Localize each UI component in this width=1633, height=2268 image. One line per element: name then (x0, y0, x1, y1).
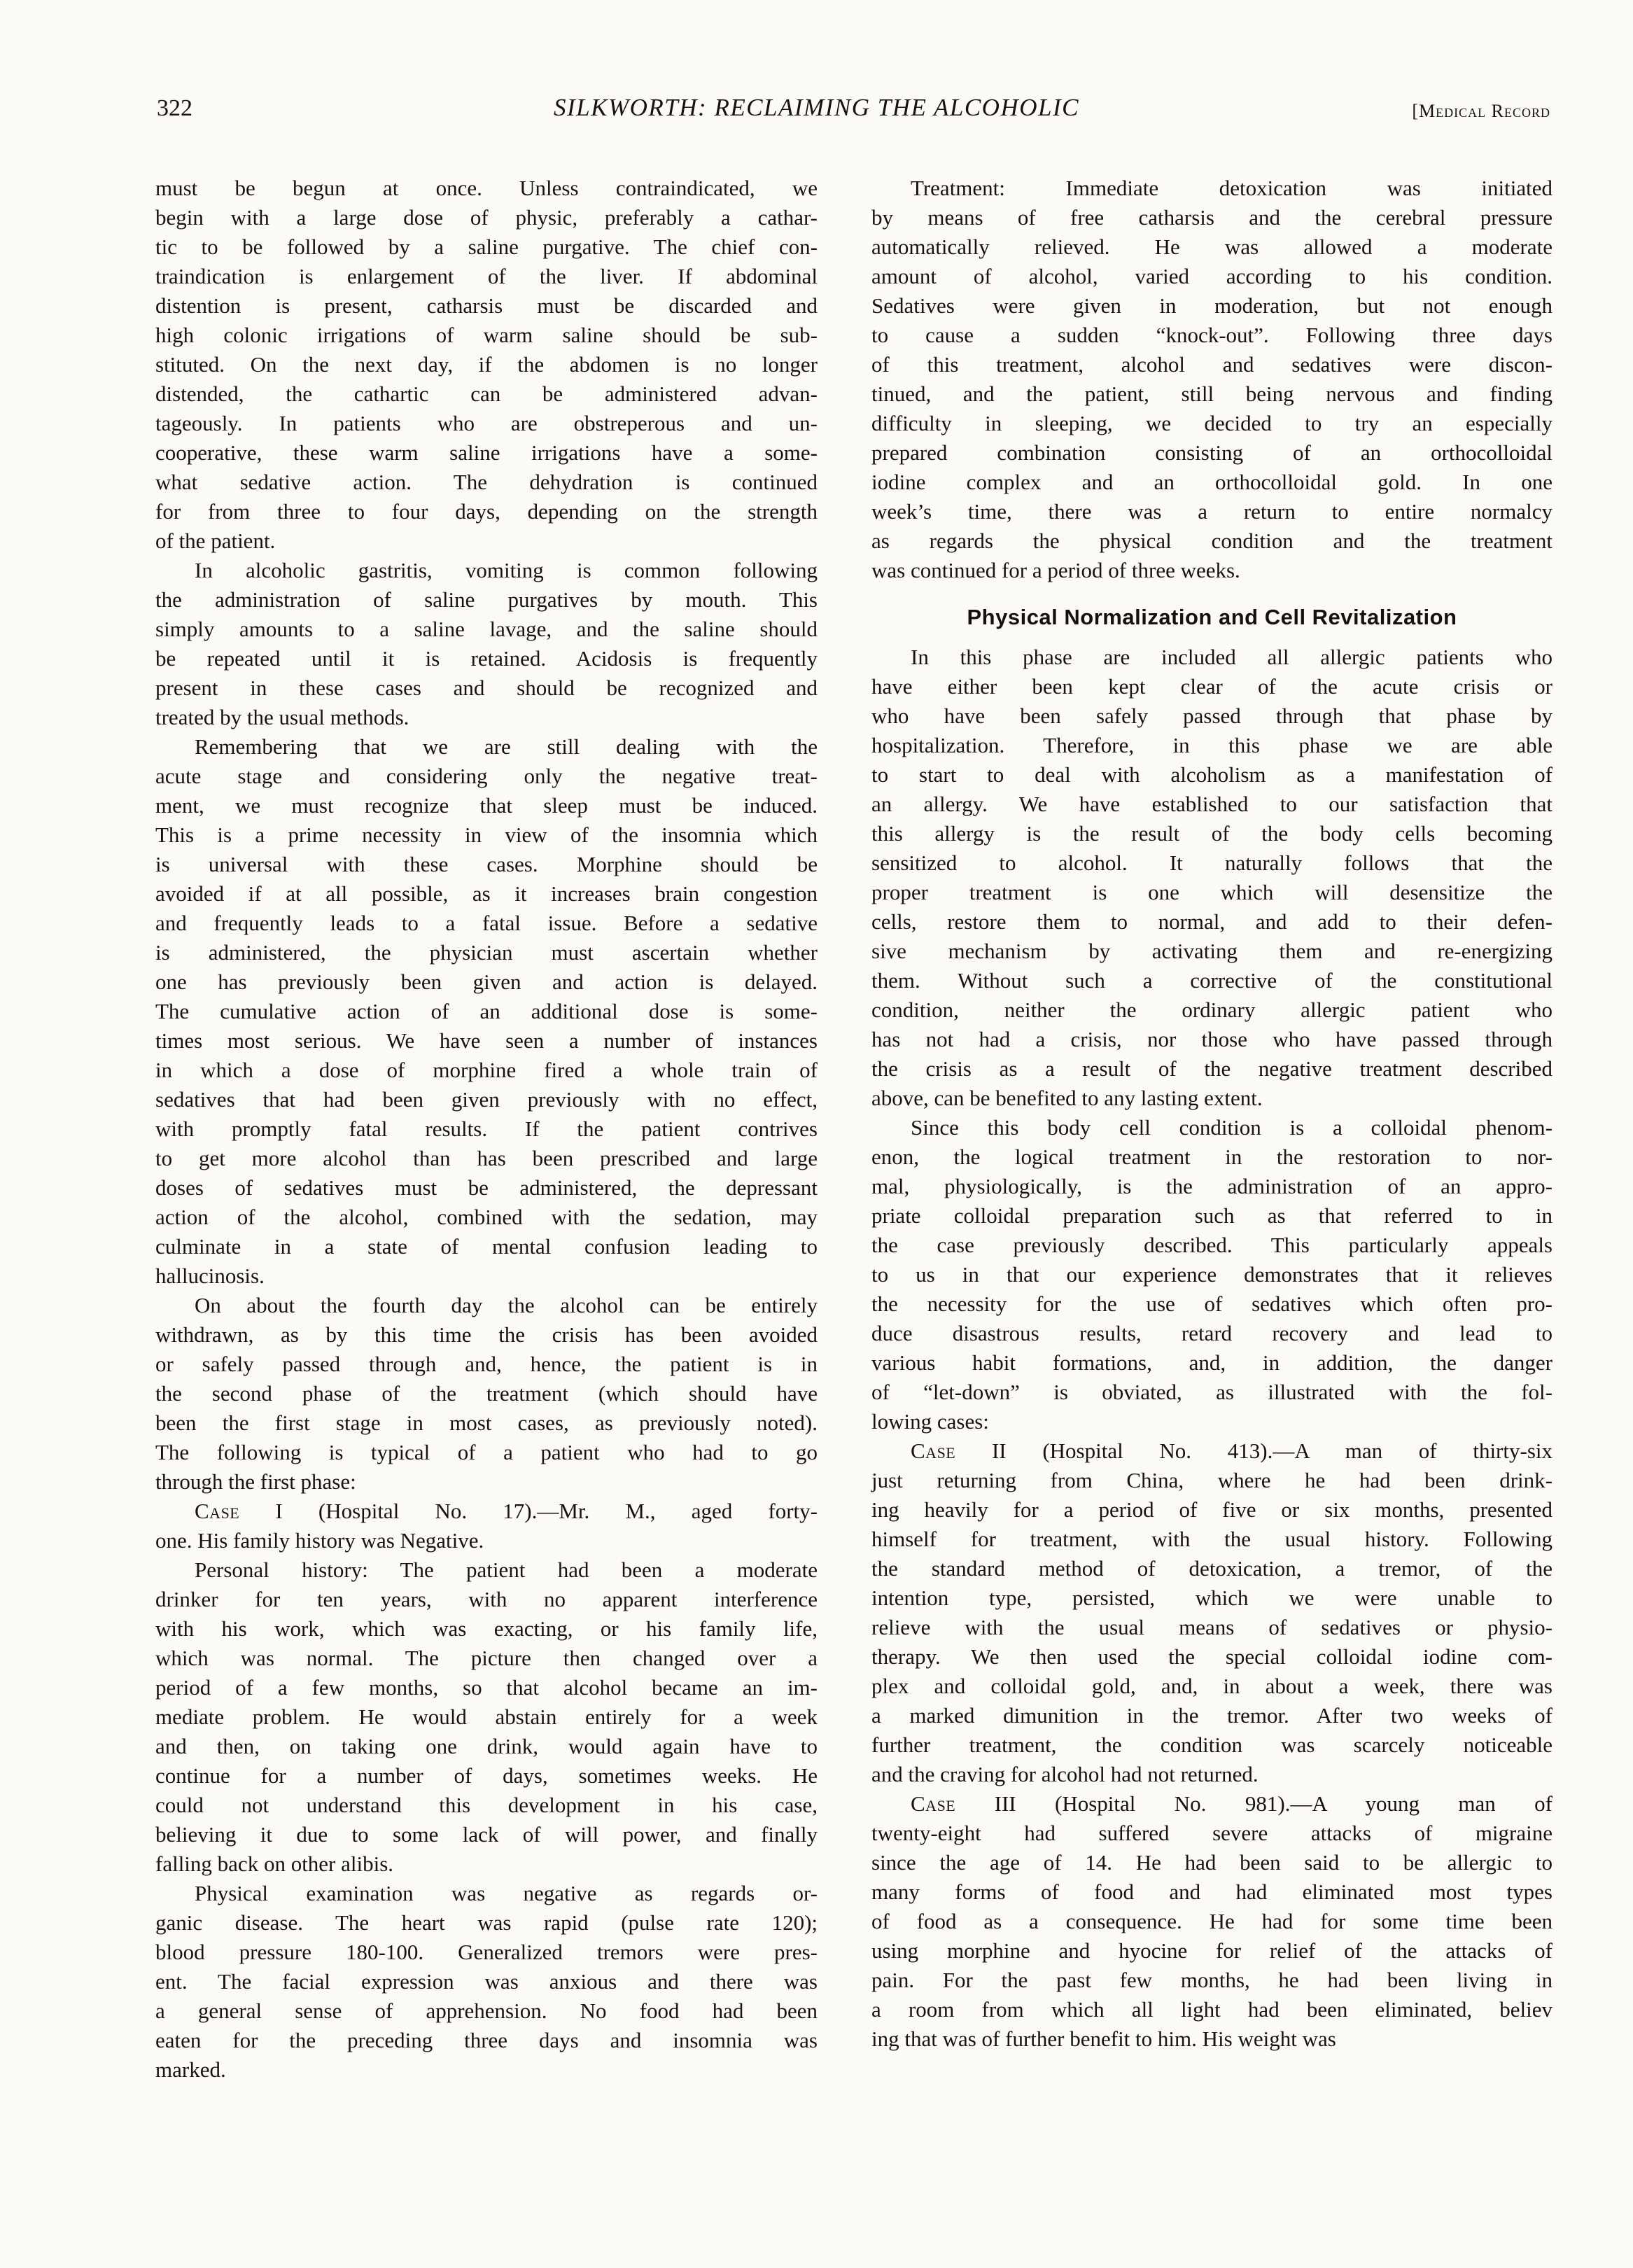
case-3-paragraph: Case III (Hospital No. 981).—A young man of twenty-eight had suffered severe attacks of migraine since the age of 14. He had been said to be allergic to many forms of food and had eliminated most types of food as a consequence. He had for some time been using morphine and hyocine for relief of the attacks of pain. For the past few months, he had been living in a room from which all light had been eliminated, believ ing that was of further benefit to him. His weight was (871, 1791, 1553, 2051)
treatment-paragraph: Treatment: Immediate detoxication was initiated by means of free catharsis and the cerebral pressure automatically relieved. He was allowed a moderate amount of alcohol, varied according to his condition. Sedatives were given in moderation, but not enough to cause a sudden “knock-out”. Following three days of this treatment, alcohol and sedatives were discon- tinued, and the patient, still being nervous and finding difficulty in sleeping, we decided to try an especially prepared combination consisting of an orthocolloidal iodine complex and an orthocolloidal gold. In one week’s time, there was a return to entire normalcy as regards the physical condition and the treatment was continued for a period of three weeks. (871, 176, 1553, 582)
personal-history-paragraph: Personal history: The patient had been a moderate drinker for ten years, with no apparent interference with his work, which was exacting, or his family life, which was normal. The picture then changed over a period of a few months, so that alcohol became an im- mediate problem. He would abstain entirely for a week and then, on taking one drink, would again have to continue for a number of days, sometimes weeks. He could not understand this development in his case, believing it due to some lack of will power, and finally falling back on other alibis. (155, 1558, 818, 1876)
paragraph-alcoholic-gastritis: In alcoholic gastritis, vomiting is common following the administration of saline purgatives by mouth. This simply amounts to a saline lavage, and the saline should be repeated until it is retained. Acidosis is frequently present in these cases and should be recognized and treated by the usual methods. (155, 558, 818, 729)
paragraph-sleep-induction: Remembering that we are still dealing with the acute stage and considering only the negative treat- ment, we must recognize that sleep must be induced. This is a prime necessity in view of the insomnia which is universal with these cases. Morphine should be avoided if at all possible, as it increases brain congestion and frequently leads to a fatal issue. Before a sedative is administered, the physician must ascertain whether one has previously been given and action is delayed. The cumulative action of an additional dose is some- times most serious. We have seen a number of instances in which a dose of morphine fired a whole train of sedatives that had been given previously with no effect, with promptly fatal results. If the patient contrives to get more alcohol than has been prescribed and large doses of sedatives must be administered, the depressant action of the alcohol, combined with the sedation, may culminate in a state of mental confusion leading to hallucinosis. (155, 734, 818, 1288)
right-column (871, 174, 1553, 2054)
physical-examination-paragraph: Physical examination was negative as regards or- ganic disease. The heart was rapid (pulse rate 120); blood pressure 180-100. Generalized tremors were pres- ent. The facial expression was anxious and there was a general sense of apprehension. No food had been eaten for the preceding three days and insomnia was marked. (155, 1881, 818, 2082)
section-heading: Physical Normalization and Cell Revitalization (967, 605, 1457, 629)
paragraph-continuation: must be begun at once. Unless contraindicated, we begin with a large dose of physic, preferably a cathar- tic to be followed by a saline purgative. The chief con- traindication is enlargement of the liver. If abdominal distention is present, catharsis must be discarded and high colonic irrigations of warm saline should be sub- stituted. On the next day, if the abdomen is no longer distended, the cathartic can be administered advan- tageously. In patients who are obstreperous and un- cooperative, these warm saline irrigations have a some- what sedative action. The dehydration is continued for from three to four days, depending on the strength of the patient. (155, 176, 818, 553)
journal-name: [Medical Record (1412, 101, 1550, 121)
paragraph-allergic-phase: In this phase are included all allergic patients who have either been kept clear of the acute crisis or who have been safely passed through that phase by hospitalization. Therefore, in this phase we are able to start to deal with alcoholism as a manifestation of an allergy. We have established to our satisfaction that this allergy is the result of the body cells becoming sensitized to alcohol. It naturally follows that the proper treatment is one which will desensitize the cells, restore them to normal, and add to their defen- sive mechanism by activating them and re-energizing them. Without such a corrective of the constitutional condition, neither the ordinary allergic patient who has not had a crisis, nor those who have passed through the crisis as a result of the negative treatment described above, can be benefited to any lasting extent. (871, 645, 1553, 1110)
paragraph-colloidal-treatment: Since this body cell condition is a colloidal phenom- enon, the logical treatment in the restoration to nor- mal, physiologically, is the administration of an appro- priate colloidal preparation such as that referred to in the case previously described. This particularly appeals to us in that our experience demonstrates that it relieves the necessity for the use of sedatives which often pro- duce disastrous results, retard recovery and lead to various habit formations, and, in addition, the danger of “let-down” is obviated, as illustrated with the fol- lowing cases: (871, 1115, 1553, 1434)
paragraph-fourth-day: On about the fourth day the alcohol can be entirely withdrawn, as by this time the crisis has been avoided or safely passed through and, hence, the patient is in the second phase of the treatment (which should have been the first stage in most cases, as previously noted). The following is typical of a patient who had to go through the first phase: (155, 1293, 818, 1494)
case-1-paragraph: Case I (Hospital No. 17).—Mr. M., aged forty- one. His family history was Negative. (155, 1499, 818, 1553)
running-title: SILKWORTH: RECLAIMING THE ALCOHOLIC (554, 94, 1079, 121)
page-number: 322 (157, 95, 192, 121)
case-2-paragraph: Case II (Hospital No. 413).—A man of thirty-six just returning from China, where he had been drink- ing heavily for a period of five or six months, presented himself for treatment, with the usual history. Following the standard method of detoxication, a tremor, of the intention type, persisted, which we were unable to relieve with the usual means of sedatives or physio- therapy. We then used the special colloidal iodine com- plex and colloidal gold, and, in about a week, there was a marked dimunition in the tremor. After two weeks of further treatment, the condition was scarcely noticeable and the craving for alcohol had not returned. (871, 1438, 1553, 1786)
left-column (155, 174, 818, 2085)
